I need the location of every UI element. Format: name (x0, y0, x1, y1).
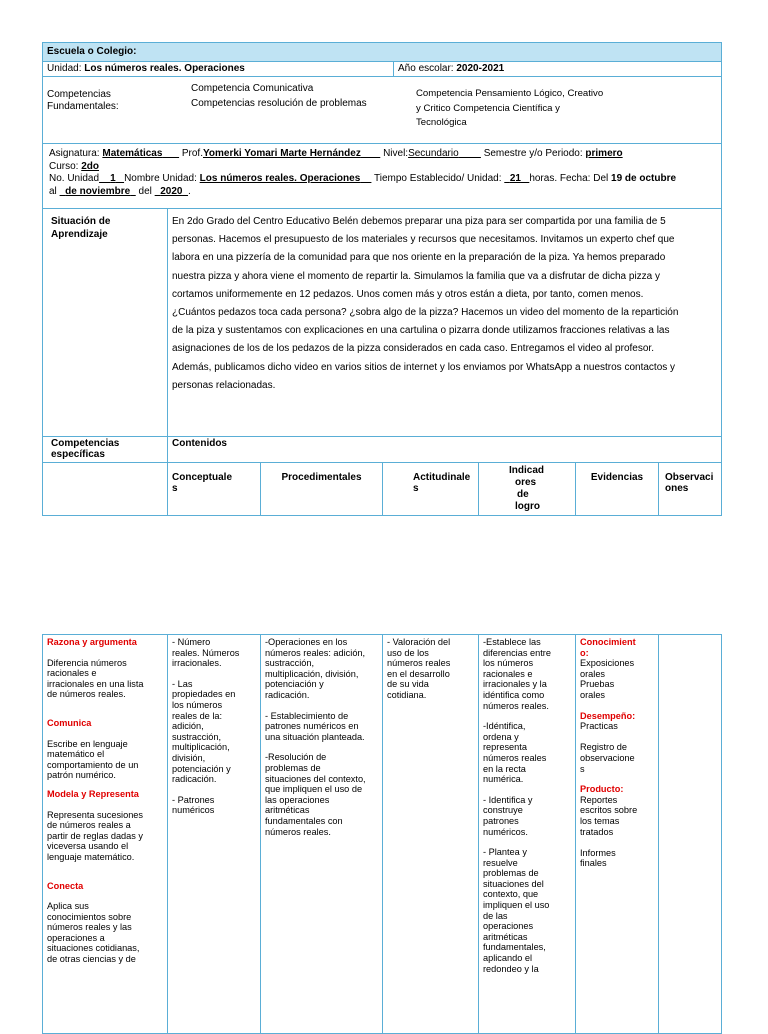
situation-label-2: Aprendizaje (51, 229, 108, 240)
col-actitudinales: Actitudinale s (382, 462, 479, 516)
lower-col-competencias: Razona y argumenta Diferencia números racionales e irracionales en una lista de números reales. Comunica Escribe en lenguaje matemático el comportamiento de un patrón numérico. Modela y Representa Representa sucesiones de números reales a partir de reglas dadas y viceversa usando el lenguaje matemático. Conecta Aplica sus conocimientos sobre números reales y las operaciones a situaciones cotidianas, de otras ciencias y de (42, 634, 168, 1034)
info-line-4: al de noviembre del 2020 . (49, 185, 191, 197)
date-year: 2020 (160, 185, 183, 197)
date-to: de noviembre (65, 185, 131, 197)
lower-col-conceptuales: - Número reales. Números irracionales. - Las propiedades en los números reales de la: adición, sustracción, multiplicación, división, potenciación y radicación. - Patrones numéricos (167, 634, 261, 1034)
col-evidencias: Evidencias (575, 462, 659, 516)
situation-line: Además, publicamos dicho video en varios sitios de internet y los enviamos por WhatsApp a nuestros contactos y (172, 361, 676, 373)
heading-desempeno: Desempeño: (580, 710, 636, 721)
school-label: Escuela o Colegio: (47, 46, 137, 57)
fund-label-2: Fundamentales: (47, 101, 119, 112)
situation-label-1: Situación de (51, 216, 111, 227)
situation-line: En 2do Grado del Centro Educativo Belén debemos preparar una piza para ser compartida por una familia de 5 (172, 216, 666, 227)
competency-line-5: Tecnológica (416, 117, 467, 128)
lower-col-indicadores: -Establece las diferencias entre los números racionales e irracionales y la idéntifica como números reales. -Idéntifica, ordena y representa números reales en la recta numérica. - Identifica y construye patrones numéricos. - Plantea y resuelve problemas de situaciones del contexto, que impliquen el uso de las operaciones aritméticas fundamentales, aplicando el redondeo y la (478, 634, 576, 1034)
competencias-label-2: específicas (51, 449, 105, 460)
unit-name: Los números reales. Operaciones (199, 173, 361, 184)
unit-value: Los números reales. Operaciones (84, 63, 245, 74)
heading-producto: Producto: (580, 784, 624, 795)
situation-text-cell (167, 208, 722, 437)
situation-line: ¿Cuántos pedazos toca cada persona? ¿sobra algo de la pizza? Hacemos un video del momento de la repartición (172, 307, 679, 319)
lower-col-evidencias: Conocimient o: Exposiciones orales Pruebas orales Desempeño: Practicas Registro de observacione s Producto: Reportes escritos sobre los temas tratados Informes finales (575, 634, 659, 1034)
info-line-2: Curso: 2do (49, 160, 100, 172)
header-empty-cell (42, 462, 168, 516)
lower-col-observaciones (658, 634, 722, 1034)
situation-line: personas. Hacemos el presupuesto de los materiales y recursos que necesitamos. Invitamos un experto chef que (172, 234, 675, 246)
professor-name: Yomerki Yomari Marte Hernández (202, 148, 361, 159)
situation-line: labora en una pizzería de la comunidad para que nos oriente en la preparación de la piza. Ya hemos preparado (172, 252, 666, 264)
year-cell (393, 61, 722, 77)
situation-line: personas relacionadas. (172, 379, 276, 391)
col-procedimentales: Procedimentales (260, 462, 383, 516)
school-row (42, 42, 722, 62)
info-line-1: Asignatura: Matemáticas Prof.Yomerki Yomari Marte Hernández Nivel:Secundario Semestre y/o Periodo: primero (49, 148, 623, 159)
col-indicadores: Indicad ores de logro (478, 462, 576, 516)
year-label: Año escolar: (398, 63, 454, 74)
fund-label-1: Competencias (47, 89, 111, 100)
col-conceptuales: Conceptuale s (167, 462, 261, 516)
course-value: 2do (81, 160, 100, 172)
unit-row (42, 61, 394, 77)
competency-comunicativa: Competencia Comunicativa (191, 83, 314, 94)
unit-label: Unidad: (47, 63, 82, 74)
contenidos-label: Contenidos (172, 438, 227, 449)
competency-problemas: Competencias resolución de problemas (191, 98, 367, 109)
situation-line: nuestra pizza y ahora viene el momento de repartir la. Simulamos la familia que va a disfrutar de dicha pizza y (172, 270, 661, 282)
competencias-label-cell (42, 436, 168, 463)
info-line-3: No. Unidad 1 Nombre Unidad: Los números reales. Operaciones Tiempo Establecido/ Unidad: 21 horas. Fecha: Del 19 de octubre (49, 173, 677, 184)
time-value: 21 (509, 173, 521, 184)
lower-col-procedimentales: -Operaciones en los números reales: adición, sustracción, multiplicación, división, potenciación y radicación. - Establecimiento de patrones numéricos en una situación planteada. -Resolución de problemas de situaciones del contexto, que impliquen el uso de las operaciones aritméticas fundamentales con números reales. (260, 634, 383, 1034)
heading-conecta: Conecta (47, 880, 84, 891)
subject-value: Matemáticas (102, 148, 163, 159)
date-from: 19 de octubre (611, 173, 677, 184)
year-value: 2020-2021 (456, 63, 505, 74)
heading-conocimiento: Conocimient o: (580, 637, 636, 658)
info-row (42, 143, 722, 209)
situation-line: asignaciones de los de los pedazos de la pizza considerados en cada caso. Entregamos el video al profesor. (172, 343, 654, 355)
unit-number: 1 (110, 173, 116, 184)
heading-comunica: Comunica (47, 717, 92, 728)
situation-label-cell (42, 208, 168, 437)
lower-col-actitudinales: - Valoración del uso de los números reales en el desarrollo de su vida cotidiana. (382, 634, 479, 1034)
competencias-label-1: Competencias (51, 438, 120, 449)
fundamental-row (42, 76, 722, 144)
competency-line-4: y Critico Competencia Científica y (416, 102, 560, 114)
level-value: Secundario (408, 148, 459, 159)
semester-value: primero (585, 148, 623, 159)
contenidos-cell (167, 436, 722, 463)
heading-modela: Modela y Representa (47, 788, 139, 799)
heading-razona: Razona y argumenta (47, 637, 137, 647)
situation-line: cortamos uniformemente en 12 pedazos. Unos comen más y otros están a dieta, por tanto, comen menos. (172, 288, 644, 300)
situation-line: de la piza y sustentamos con explicaciones en una cartulina o pizarra donde utilizamos fracciones relativas a las (172, 325, 670, 337)
col-observaciones: Observaci ones (658, 462, 722, 516)
competency-line-3: Competencia Pensamiento Lógico, Creativo (416, 88, 604, 99)
